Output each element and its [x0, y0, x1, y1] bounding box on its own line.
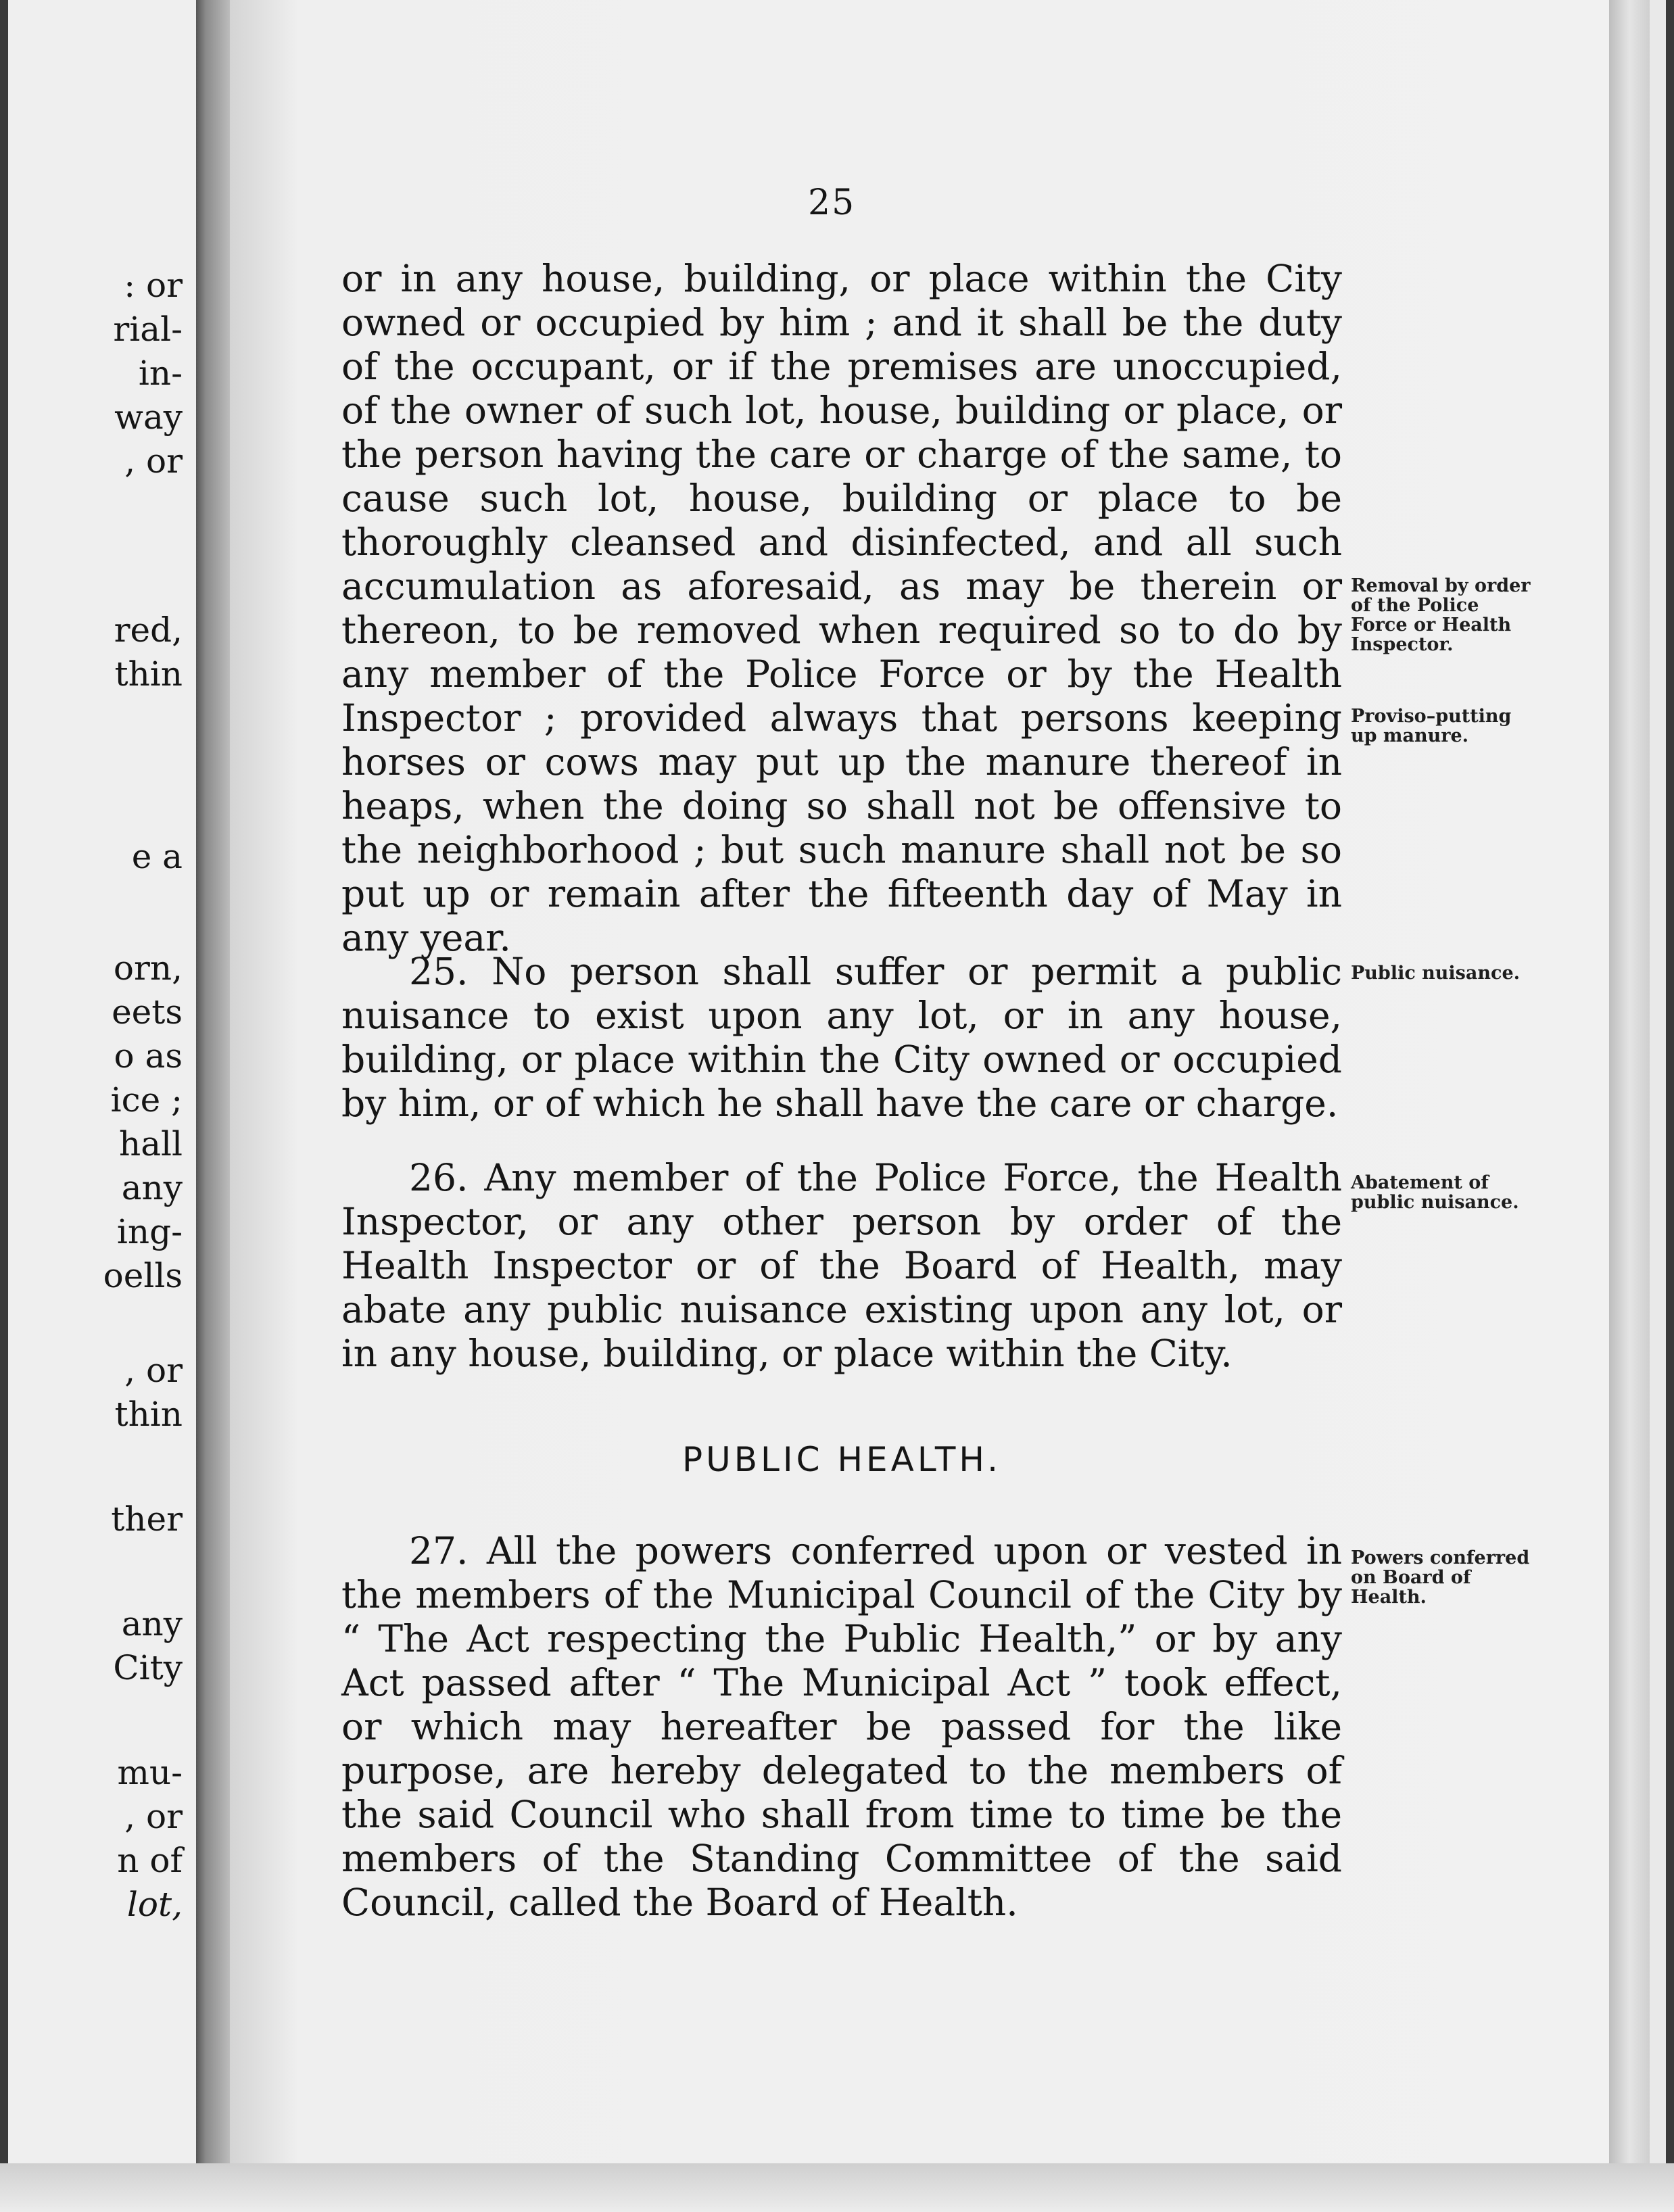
- left-page-fragment: ther: [111, 1499, 183, 1539]
- paragraph: 25. No person shall suffer or permit a public nuisance to exist upon any lot, or in any house, building, or place within the City owned or occupied by him, or of which he shall have the care or charge.: [341, 950, 1342, 1125]
- left-page-fragment: , or: [124, 441, 183, 481]
- left-page-fragment: thin: [114, 654, 183, 694]
- left-page: [0, 0, 210, 2163]
- scan-edge-left: [0, 0, 8, 2212]
- margin-note-nuisance: Public nuisance.: [1351, 963, 1521, 984]
- left-page-fragment: any: [121, 1168, 183, 1207]
- left-page-fragment: ing-: [116, 1212, 183, 1251]
- scan-edge-right: [1666, 0, 1674, 2212]
- scan-bottom-band: [0, 2163, 1674, 2212]
- left-page-fragment: oells: [103, 1256, 183, 1295]
- left-page-fragment: eets: [112, 992, 183, 1032]
- section-26: [341, 1156, 1342, 1376]
- paragraph: 26. Any member of the Police Force, the Health Inspector, or any other person by order of the Health Inspector or of the Board of Health, may abate any public nuisance existing upon any lot, or in any house, building, or place within the City.: [341, 1156, 1342, 1375]
- left-page-fragment: rial-: [113, 310, 183, 349]
- paragraph: or in any house, building, or place within the City owned or occupied by him ; and it shall be the duty of the occupant, or if the premises are unoccupied, of the owner of such lot, house, building or place, or the person having the care or charge of the same, to cause such lot, house, building or place to be thoroughly cleansed and disinfected, and all such accumulation as aforesaid, as may be therein or thereon, to be removed when required so to do by any member of the Police Force or by the Health Inspector ; provided always that persons keeping horses or cows may put up the manure thereof in heaps, when the doing so shall not be offensive to the neighborhood ; but such manure shall not be so put up or remain after the fifteenth day of May in any year.: [341, 257, 1342, 959]
- left-page-fragment: red,: [114, 610, 183, 650]
- section-continuation: [341, 257, 1342, 960]
- left-page-fragment: in-: [138, 354, 183, 393]
- left-page-fragment: hall: [119, 1124, 183, 1163]
- left-page-fragment: thin: [114, 1395, 183, 1434]
- left-page-fragment: any: [121, 1604, 183, 1643]
- left-page-fragment: , or: [124, 1351, 183, 1390]
- left-page-fragment: : or: [124, 266, 183, 305]
- margin-note-removal: Removal by order of the Police Force or Health Inspector.: [1351, 575, 1531, 655]
- section-heading: PUBLIC HEALTH.: [682, 1440, 1001, 1479]
- left-page-fragment: e a: [131, 837, 183, 876]
- margin-note-abatement: Abatement of public nuisance.: [1351, 1172, 1519, 1213]
- left-page-fragment: n of: [117, 1841, 183, 1880]
- section-25: [341, 950, 1342, 1126]
- section-27: [341, 1529, 1342, 1925]
- margin-note-proviso: Proviso–putting up manure.: [1351, 706, 1512, 746]
- left-page-fragment: City: [113, 1648, 183, 1687]
- margin-note-powers: Powers conferred on Board of Health.: [1351, 1547, 1530, 1608]
- left-page-fragment: lot,: [126, 1885, 183, 1924]
- left-page-fragment: o as: [114, 1036, 183, 1076]
- left-page-fragment: mu-: [117, 1753, 183, 1792]
- paragraph: 27. All the powers conferred upon or vested in the members of the Municipal Council of the City by “ The Act respecting the Public Health,” or by any Act passed after “ The Municipal Act ” took effect, or which may hereafter be passed for the like purpose, are hereby delegated to the members of the said Council who shall from time to time be the members of the Standing Committee of the said Council, called the Board of Health.: [341, 1529, 1342, 1924]
- left-page-fragment: way: [114, 398, 183, 437]
- page-number: 25: [808, 183, 856, 223]
- left-page-fragment: , or: [124, 1797, 183, 1836]
- left-page-fragment: orn,: [113, 948, 183, 988]
- left-page-fragment: ice ;: [110, 1080, 183, 1120]
- page-edge: [1609, 0, 1650, 2163]
